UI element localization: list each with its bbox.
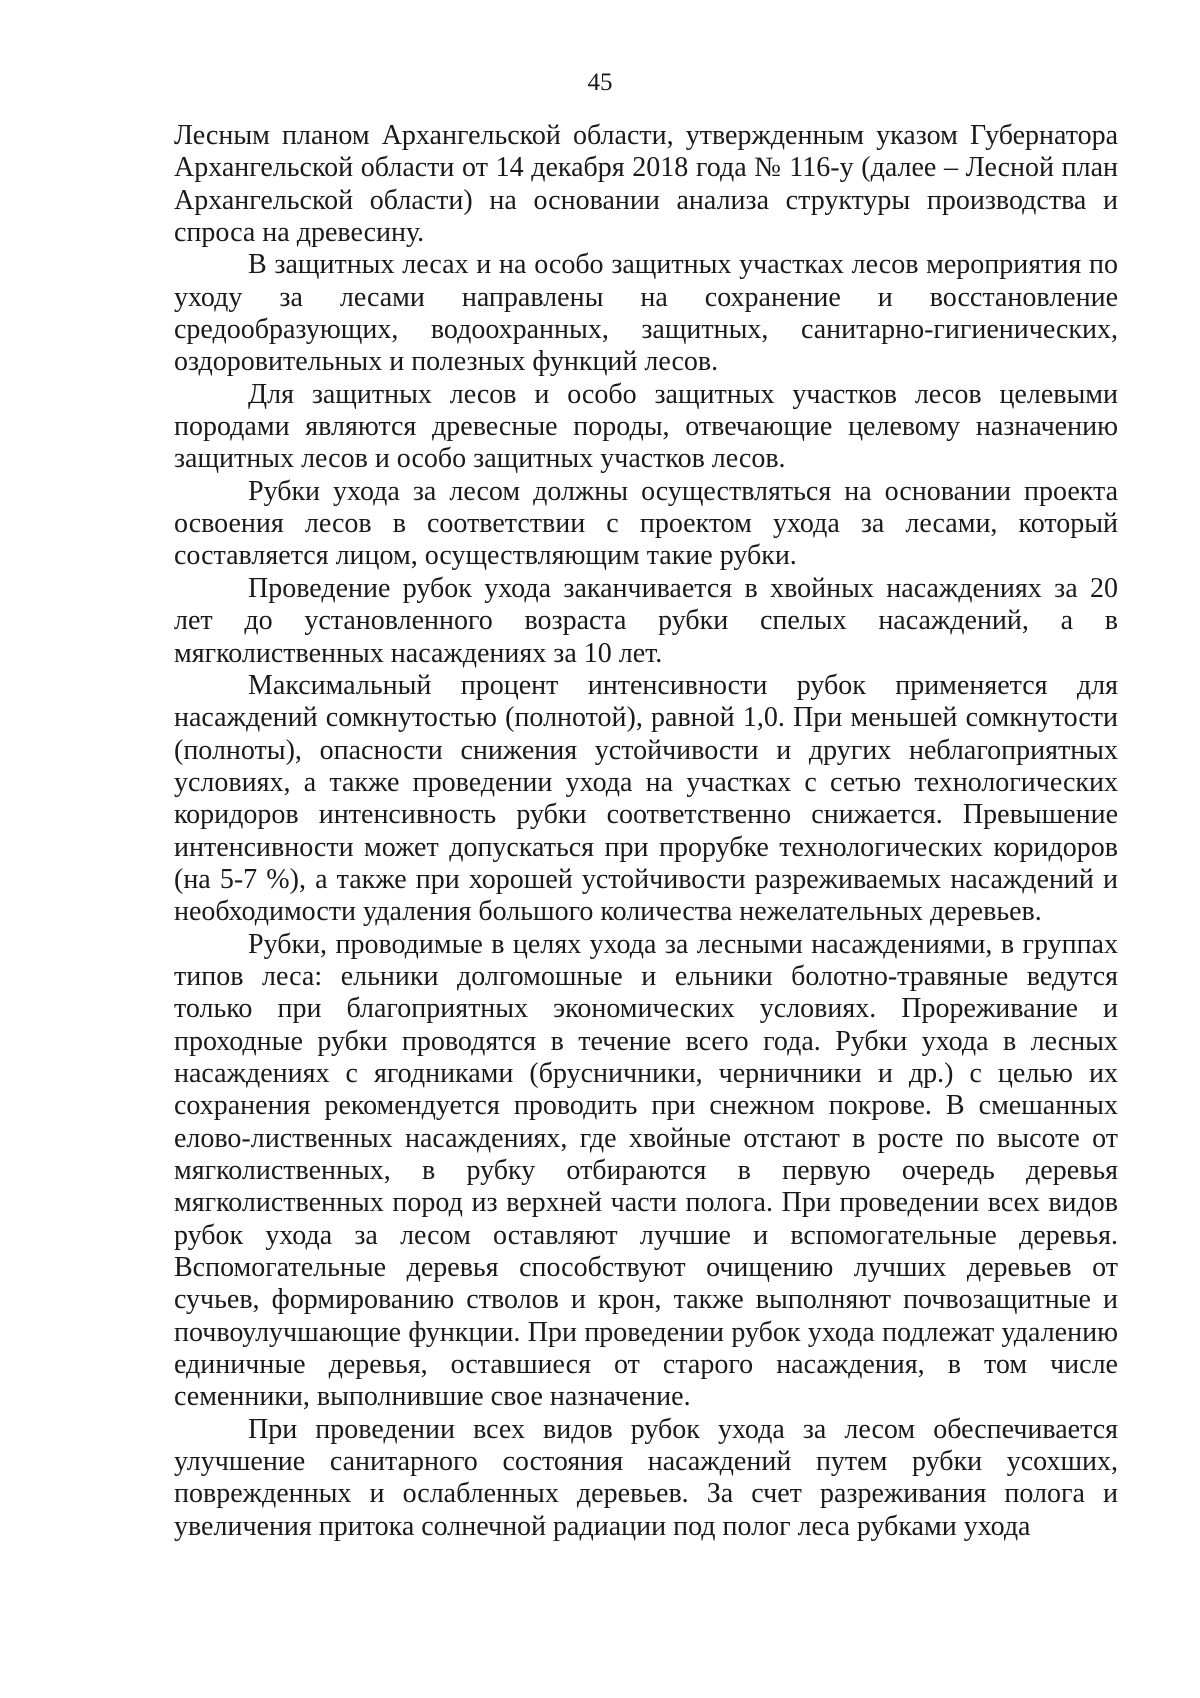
document-body [174, 120, 1118, 1543]
paragraph-protective-forests: В защитных лесах и на особо защитных участках лесов мероприятия по уходу за лесами направлены на сохранение и восстановление средообразующих, водоохранных, защитных, санитарно-гигиенических, оздоровительных и полезных функций лесов. [174, 249, 1118, 378]
paragraph-sanitary-improvement: При проведении всех видов рубок ухода за лесом обеспечивается улучшение санитарного состояния насаждений путем рубки усохших, поврежденных и ослабленных деревьев. За счет разреживания полога и увеличения притока солнечной радиации под полог леса рубками ухода [174, 1413, 1118, 1542]
paragraph-thinning-end-age: Проведение рубок ухода заканчивается в хвойных насаждениях за 20 лет до установленного возраста рубки спелых насаждений, а в мягколиственных насаждениях за 10 лет. [174, 572, 1118, 669]
paragraph-target-species: Для защитных лесов и особо защитных участков лесов целевыми породами являются древесные породы, отвечающие целевому назначению защитных лесов и особо защитных участков лесов. [174, 378, 1118, 475]
page-number: 45 [587, 69, 613, 96]
paragraph-thinning-intensity: Максимальный процент интенсивности рубок применяется для насаждений сомкнутостью (полнотой), равной 1,0. При меньшей сомкнутости (полноты), опасности снижения устойчивости и других неблагоприятных условиях, а также проведении ухода на участках с сетью технологических коридоров интенсивность рубки соответственно снижается. Превышение интенсивности может допускаться при прорубке технологических коридоров (на 5-7 %), а также при хорошей устойчивости разреживаемых насаждений и необходимости удаления большого количества нежелательных деревьев. [174, 669, 1118, 928]
paragraph-forest-type-groups: Рубки, проводимые в целях ухода за лесными насаждениями, в группах типов леса: ельники долгомошные и ельники болотно-травяные ведутся только при благоприятных экономических условиях. Прореживание и проходные рубки проводятся в течение всего года. Рубки ухода в лесных насаждениях с ягодниками (брусничники, черничники и др.) с целью их сохранения рекомендуется проводить при снежном покрове. В смешанных елово-лиственных насаждениях, где хвойные отстают в росте по высоте от мягколиственных, в рубку отбираются в первую очередь деревья мягколиственных пород из верхней части полога. При проведении всех видов рубок ухода за лесом оставляют лучшие и вспомогательные деревья. Вспомогательные деревья способствуют очищению лучших деревьев от сучьев, формированию стволов и крон, также выполняют почвозащитные и почвоулучшающие функции. При проведении рубок ухода подлежат удалению единичные деревья, оставшиеся от старого насаждения, в том числе семенники, выполнившие свое назначение. [174, 928, 1118, 1413]
paragraph-continuation: Лесным планом Архангельской области, утвержденным указом Губернатора Архангельской области от 14 декабря 2018 года № 116-у (далее – Лесной план Архангельской области) на основании анализа структуры производства и спроса на древесину. [174, 120, 1118, 249]
paragraph-thinning-project: Рубки ухода за лесом должны осуществляться на основании проекта освоения лесов в соответствии с проектом ухода за лесами, который составляется лицом, осуществляющим такие рубки. [174, 475, 1118, 572]
